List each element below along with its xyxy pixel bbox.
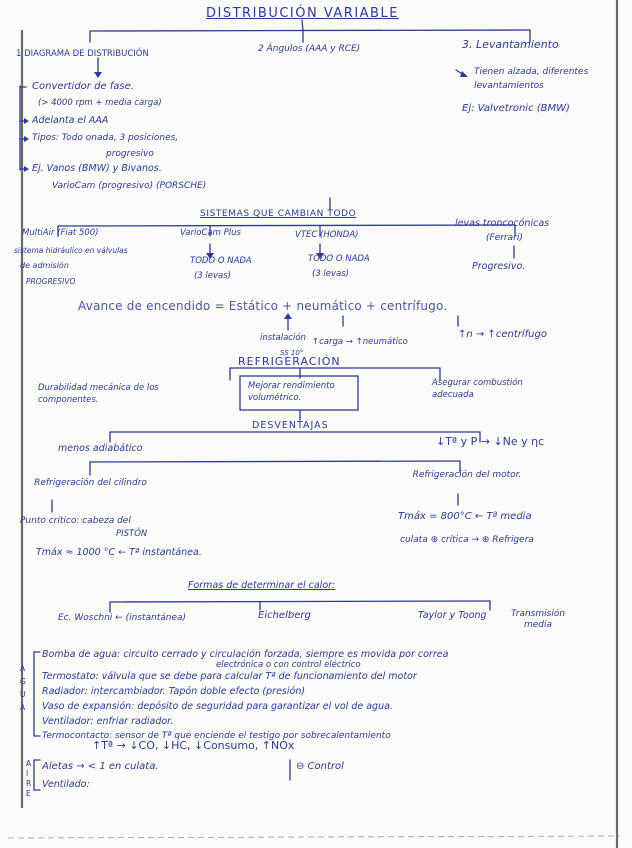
systems-heading: SISTEMAS QUE CAMBIAN TODO (200, 209, 357, 219)
cooling-item: Mejorar rendimiento volumétrico. (248, 381, 335, 403)
cylinder-title: Refrigeración del cilindro (34, 478, 147, 488)
branch3-item: levantamientos (474, 81, 544, 91)
branch2-heading: 2 Ángulos (AAA y RCE) (258, 44, 361, 54)
ignition-line: Avance de encendido = Estático + neumático + centrífugo. (78, 299, 448, 313)
notes-title: DISTRIBUCIÓN VARIABLE (206, 6, 399, 21)
water-line: Termocontacto: sensor de Tª que enciende el testigo por sobrecalentamiento (42, 731, 391, 741)
ignition-mark: SS 10° (280, 349, 304, 357)
branch3-heading: 3. Levantamiento (462, 38, 559, 51)
water-extra: electrónica o con control eléctrico (216, 660, 361, 670)
heat-heading: Formas de determinar el calor: (188, 580, 336, 591)
cons-right: ↓Tª y P → ↓Ne y ηc (436, 435, 545, 448)
air-side: A (26, 759, 32, 768)
water-side: U (20, 690, 26, 699)
cylinder-line: Tmáx ≈ 1000 °C ← Tª instantánea. (36, 547, 202, 558)
branch1-item: Tipos: Todo onada, 3 posiciones, (32, 133, 179, 143)
heat-item: Eichelberg (258, 610, 311, 621)
air-side: E (26, 789, 31, 798)
system-name: VarioCam Plus (180, 228, 241, 238)
engine-line: Tmáx = 800°C ← Tª media (398, 511, 532, 522)
water-line: Termostato: válvula que se debe para calcular Tª de funcionamiento del motor (42, 671, 417, 682)
heat-item: Transmisión media (510, 609, 566, 630)
ignition-sub: ↑n → ↑centrífugo (458, 329, 547, 340)
heat-item: Taylor y Toong (418, 610, 487, 621)
air-note: ⊖ Control (296, 761, 344, 772)
system-line: (3 levas) (312, 269, 350, 279)
branch3-item: Ej: Valvetronic (BMW) (462, 103, 570, 114)
system-line: sistema hidráulico en válvulas (14, 246, 128, 255)
water-side: A (20, 664, 26, 673)
system-line: PROGRESIVO (26, 277, 76, 286)
branch1-heading: 1 DIAGRAMA DE DISTRIBUCIÓN (16, 49, 149, 59)
cons-left: menos adiabático (58, 443, 143, 454)
branch1-item: (> 4000 rpm + media carga) (38, 98, 162, 108)
cooling-item: Asegurar combustión adecuada (432, 378, 523, 400)
branch1-item: Convertidor de fase. (32, 81, 134, 92)
branch1-item: Adelanta el AAA (32, 115, 109, 126)
water-side: A (20, 703, 26, 712)
branch3-item: Tienen alzada, diferentes (474, 67, 589, 77)
engine-title: Refrigeración del motor. (412, 470, 522, 480)
system-name: levas troncocónicas (455, 218, 550, 229)
system-line: Progresivo. (472, 261, 526, 272)
system-line: de admisión (20, 261, 69, 270)
system-name: VTEC (HONDA) (295, 230, 359, 240)
water-line: Vaso de expansión: depósito de seguridad para garantizar el vol de agua. (42, 701, 393, 712)
ignition-sub: ↑carga → ↑neumático (312, 337, 408, 347)
system-line: (Ferrari) (486, 233, 523, 243)
air-line: Aletas → < 1 en culata. (42, 761, 159, 772)
cylinder-line: Punto crítico: cabeza del (20, 516, 131, 526)
ignition-sub: instalación (260, 333, 306, 343)
cooling-heading: REFRIGERACIÓN (238, 355, 341, 368)
air-side: I (26, 769, 29, 778)
branch1-item: Ej. Vanos (BMW) y Bivanos. (32, 163, 162, 174)
air-side: R (26, 779, 32, 788)
water-effects: ↑Tª → ↓CO, ↓HC, ↓Consumo, ↑NOx (92, 739, 295, 752)
water-line: Bomba de agua: circuito cerrado y circulación forzada, siempre es movida por correa (42, 649, 449, 660)
system-name: MultiAir (Fiat 500) (22, 228, 99, 238)
system-line: (3 levas) (194, 271, 232, 281)
air-line: Ventilado: (42, 779, 90, 790)
water-line: Ventilador: enfriar radiador. (42, 716, 174, 727)
cons-heading: DESVENTAJAS (252, 420, 329, 431)
engine-line: culata ⊕ crítica → ⊕ Refrigera (400, 535, 534, 545)
water-side: G (20, 677, 26, 686)
system-line: TODO O NADA (190, 256, 252, 266)
system-line: TODO O NADA (308, 254, 370, 264)
cooling-item: Durabilidad mecánica de los componentes. (38, 383, 159, 405)
branch1-item: VarioCam (progresivo) (PORSCHE) (52, 181, 207, 191)
water-line: Radiador: intercambiador. Tapón doble efecto (presión) (42, 686, 306, 697)
cylinder-line: PISTÓN (116, 529, 148, 539)
branch1-item: progresivo (106, 149, 154, 159)
heat-item: Ec. Woschni ← (instantánea) (58, 613, 187, 623)
